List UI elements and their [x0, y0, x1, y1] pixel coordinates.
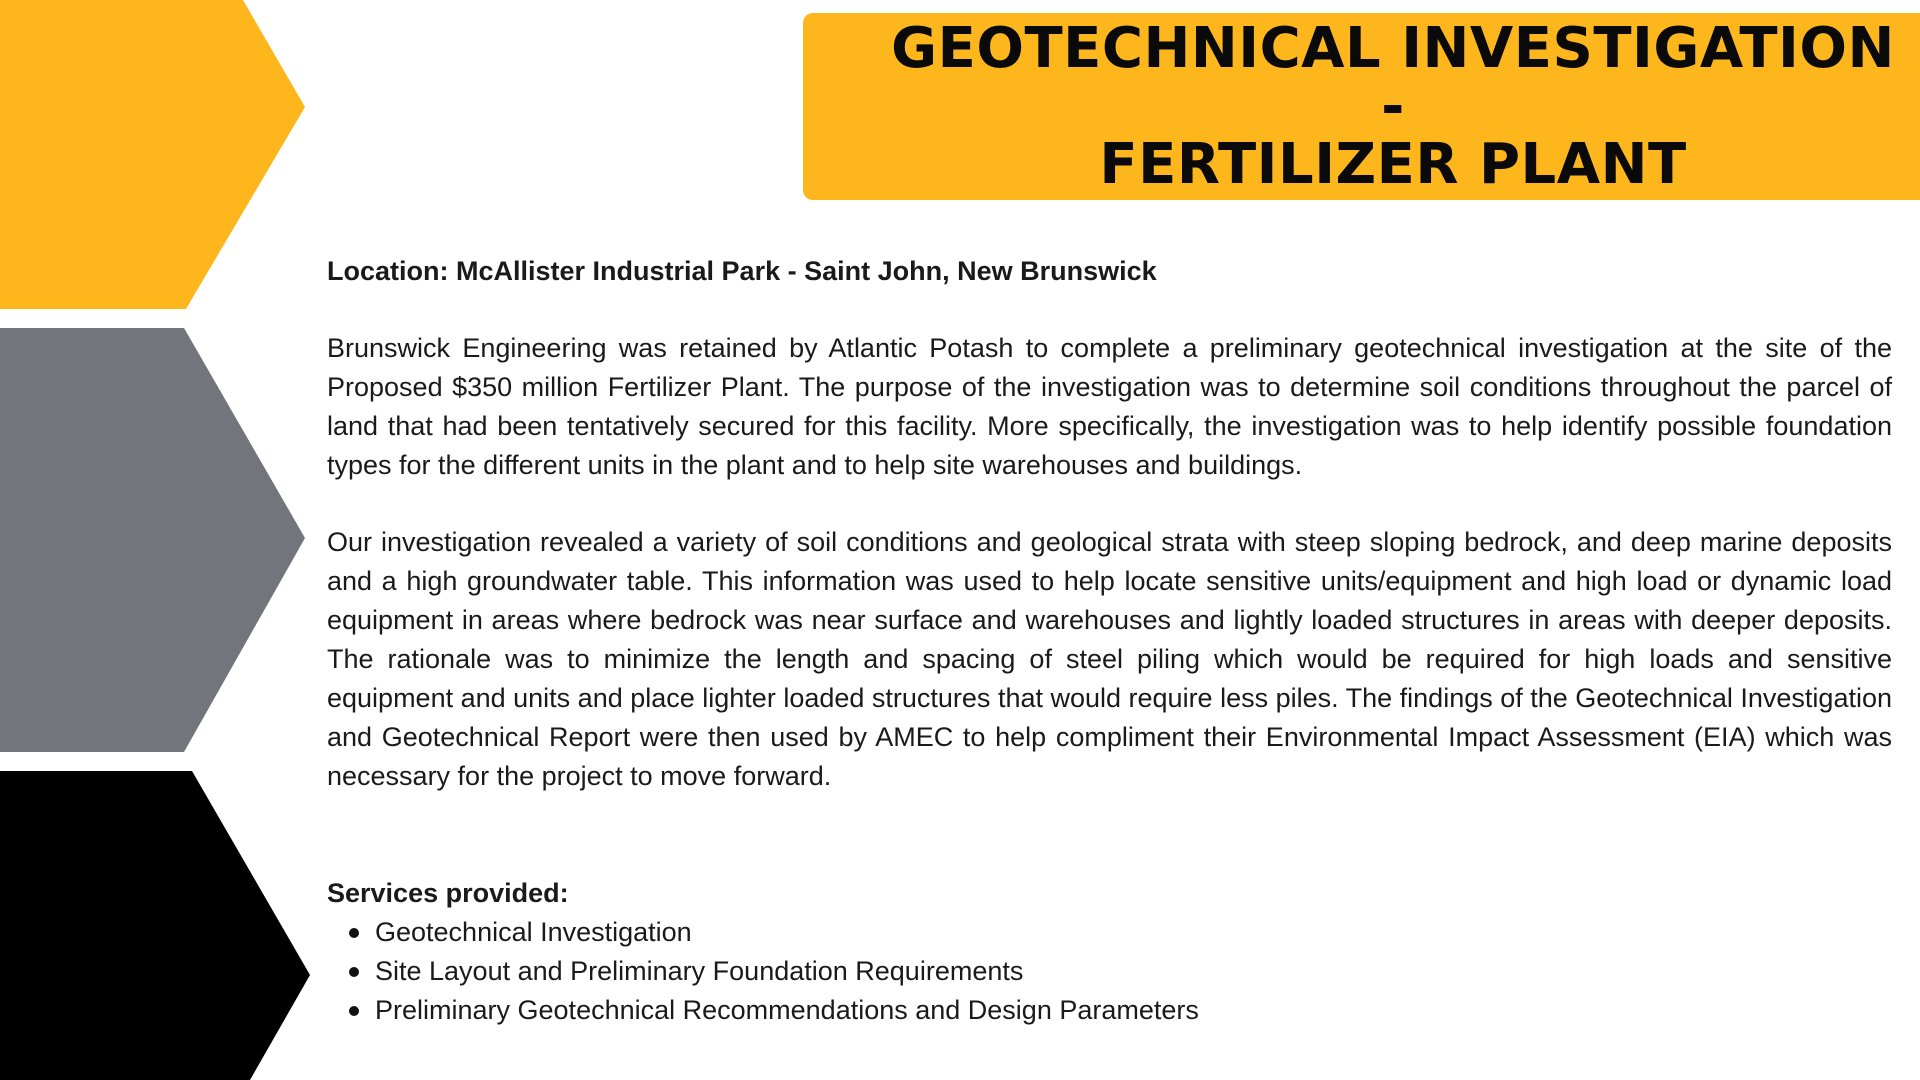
services-list	[327, 913, 1892, 1030]
chevron-decoration	[0, 0, 320, 1080]
services-heading: Services provided:	[327, 878, 569, 908]
services-item-label: Geotechnical Investigation	[375, 917, 692, 947]
page-title-line-1: GEOTECHNICAL INVESTIGATION -	[891, 15, 1895, 139]
services-list-item	[375, 952, 1892, 991]
page-title	[883, 15, 1903, 197]
black-chevron-shape	[0, 771, 310, 1080]
yellow-chevron-shape	[0, 0, 305, 309]
title-banner	[803, 13, 1920, 200]
bullet-icon	[349, 928, 359, 938]
services-item-label: Site Layout and Preliminary Foundation Requirements	[375, 956, 1024, 986]
description-paragraph-2: Our investigation revealed a variety of soil conditions and geological strata with steep sloping bedrock, and deep marine deposits and a high groundwater table. This information was used to help locate sensitive units/equipment and high load or dynamic load equipment in areas where bedrock was near surface and warehouses and lightly loaded structures in areas with deeper deposits. The rationale was to minimize the length and spacing of steel piling which would be required for high loads and sensitive equipment and units and place lighter loaded structures that would require less piles. The findings of the Geotechnical Investigation and Geotechnical Report were then used by AMEC to help compliment their Environmental Impact Assessment (EIA) which was necessary for the project to move forward.	[327, 527, 1892, 791]
bullet-icon	[349, 1006, 359, 1016]
services-list-item	[375, 991, 1892, 1030]
main-content	[327, 252, 1892, 1030]
services-item-label: Preliminary Geotechnical Recommendations and Design Parameters	[375, 995, 1199, 1025]
bullet-icon	[349, 967, 359, 977]
services-list-item	[375, 913, 1892, 952]
description-paragraph-1: Brunswick Engineering was retained by Atlantic Potash to complete a preliminary geotechnical investigation at the site of the Proposed $350 million Fertilizer Plant. The purpose of the investigation was to determine soil conditions throughout the parcel of land that had been tentatively secured for this facility. More specifically, the investigation was to help identify possible foundation types for the different units in the plant and to help site warehouses and buildings.	[327, 333, 1892, 480]
page-title-line-2: FERTILIZER PLANT	[1099, 131, 1687, 197]
gray-chevron-shape	[0, 328, 305, 752]
location-line: Location: McAllister Industrial Park - Saint John, New Brunswick	[327, 256, 1157, 286]
